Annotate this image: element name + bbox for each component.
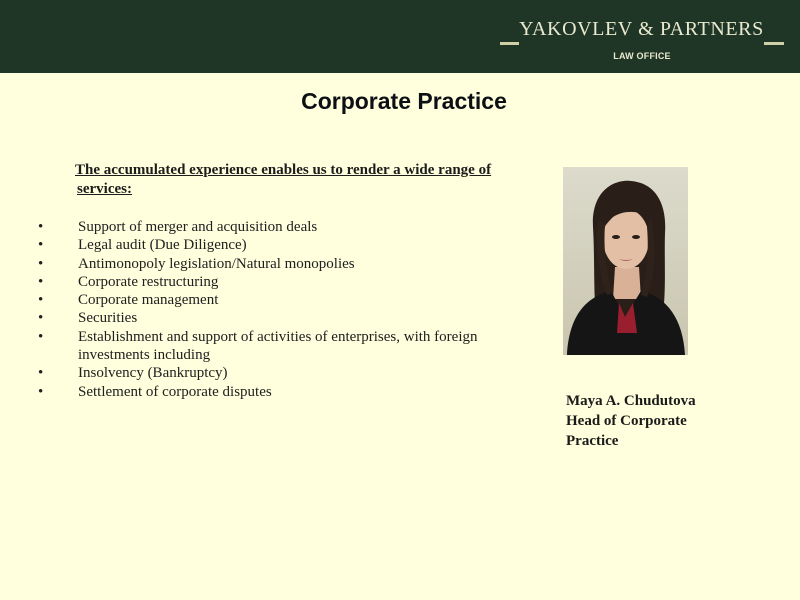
service-label: Insolvency (Bankruptcy) <box>78 365 228 382</box>
person-caption <box>566 391 736 451</box>
portrait-photo <box>563 167 688 355</box>
service-label: Settlement of corporate disputes <box>78 383 272 400</box>
intro-text: The accumulated experience enables us to render a wide range of services: <box>75 162 492 197</box>
service-label: Establishment and support of activities of enterprises, with foreign investments including <box>78 328 478 364</box>
logo-rule-left <box>500 42 519 45</box>
page-title: Corporate Practice <box>301 88 507 114</box>
service-item <box>38 364 508 382</box>
header-bar <box>0 0 800 73</box>
service-item <box>38 255 508 273</box>
bullet-icon: • <box>38 328 44 345</box>
service-item <box>38 309 508 327</box>
service-label: Corporate management <box>78 292 219 309</box>
services-list <box>38 218 508 401</box>
bullet-icon: • <box>38 255 44 272</box>
service-label: Support of merger and acquisition deals <box>78 219 318 235</box>
service-item <box>38 291 508 309</box>
service-label: Securities <box>78 310 138 327</box>
logo-rule-right <box>764 42 784 45</box>
firm-logo: YAKOVLEV & PARTNERS <box>519 18 764 40</box>
bullet-icon: • <box>38 365 44 382</box>
firm-subtitle: LAW OFFICE <box>613 51 671 61</box>
bullet-icon: • <box>38 310 44 327</box>
service-item <box>38 236 508 254</box>
service-label: Antimonopoly legislation/Natural monopolies <box>78 255 355 272</box>
service-item <box>38 273 508 291</box>
person-role-line1: Head of Corporate <box>566 413 687 429</box>
service-label: Corporate restructuring <box>78 273 219 290</box>
bullet-icon: • <box>38 237 44 254</box>
bullet-icon: • <box>38 219 44 235</box>
service-item <box>38 383 508 401</box>
service-item <box>38 218 508 236</box>
bullet-icon: • <box>38 292 44 309</box>
service-item <box>38 328 508 365</box>
service-label: Legal audit (Due Diligence) <box>78 237 247 254</box>
person-role-line2: Practice <box>566 433 619 449</box>
bullet-icon: • <box>38 273 44 290</box>
person-name: Maya A. Chudutova <box>566 393 696 409</box>
bullet-icon: • <box>38 383 44 400</box>
